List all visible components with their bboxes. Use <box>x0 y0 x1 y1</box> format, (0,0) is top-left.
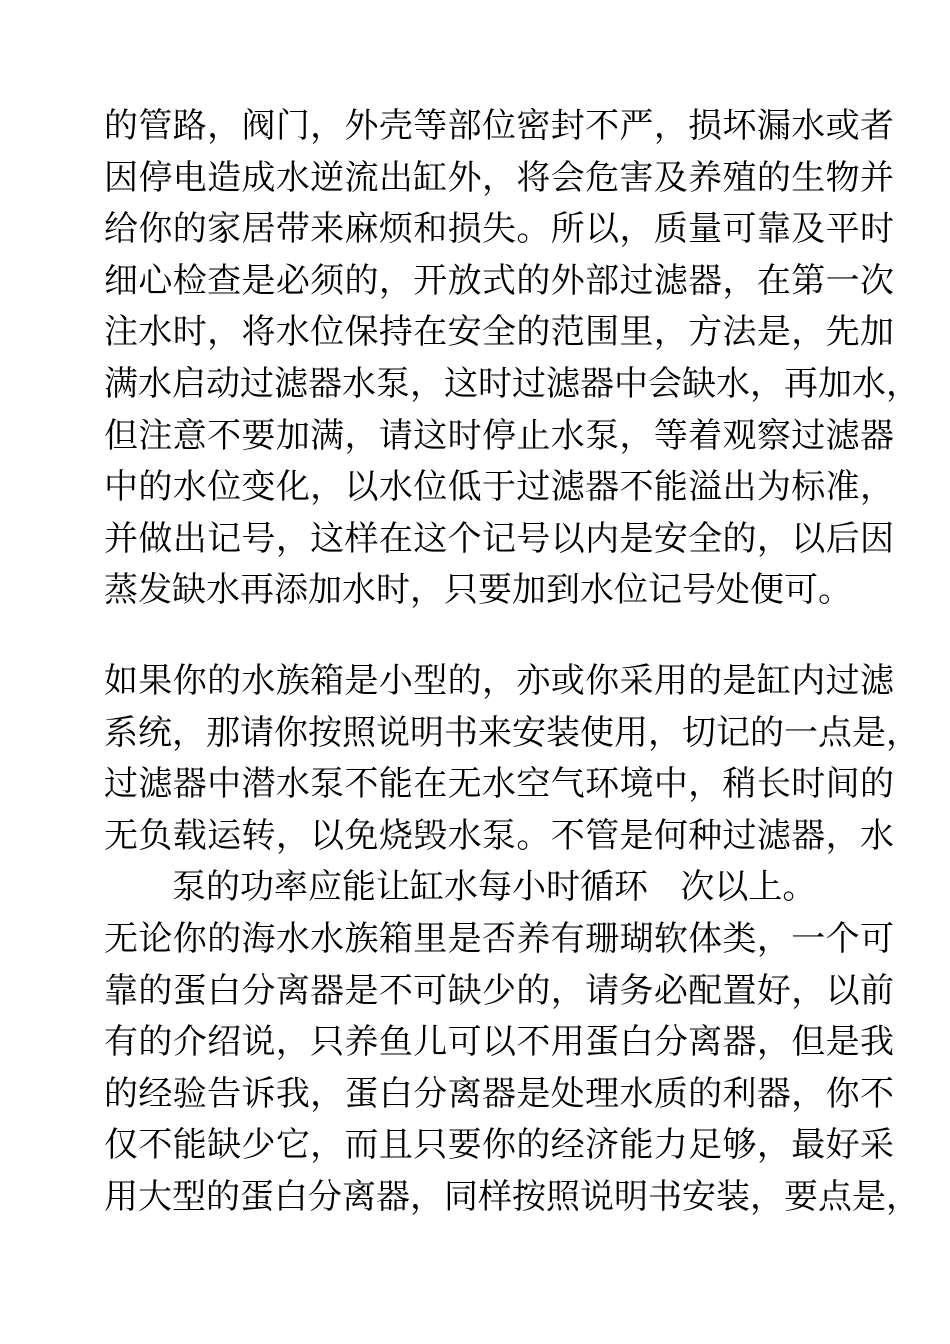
paragraph-small-tank-and-skimmer <box>104 656 920 1224</box>
text-line: 中的水位变化，以水位低于过滤器不能溢出为标准， <box>104 467 894 508</box>
text-line: 仅不能缺少它，而且只要你的经济能力足够，最好采 <box>104 1125 894 1166</box>
text-line: 细心检查是必须的，开放式的外部过滤器，在第一次 <box>104 260 894 301</box>
text-line: 靠的蛋白分离器是不可缺少的，请务必配置好，以前 <box>104 970 894 1011</box>
text-line: 因停电造成水逆流出缸外，将会危害及养殖的生物并 <box>104 157 894 198</box>
text-line: 的管路，阀门，外壳等部位密封不严，损坏漏水或者 <box>104 106 894 146</box>
text-line: 但注意不要加满，请这时停止水泵，等着观察过滤器 <box>104 415 894 456</box>
text-line: 的经验告诉我，蛋白分离器是处理水质的利器，你不 <box>104 1073 894 1114</box>
text-line: 注水时，将水位保持在安全的范围里，方法是，先加 <box>104 312 894 353</box>
text-line: 蒸发缺水再添加水时，只要加到水位记号处便可。 <box>104 570 852 611</box>
paragraph-filter-water-level <box>104 101 920 617</box>
text-line: 无论你的海水水族箱里是否养有珊瑚软体类，一个可 <box>104 918 894 959</box>
text-line: 过滤器中潜水泵不能在无水空气环境中，稍长时间的 <box>104 764 894 805</box>
text-line: 泵的功率应能让缸水每小时循环 次以上。 <box>172 867 817 908</box>
text-line: 满水启动过滤器水泵，这时过滤器中会缺水，再加水， <box>104 363 920 404</box>
text-line: 如果你的水族箱是小型的，亦或你采用的是缸内过滤 <box>104 661 894 701</box>
text-line: 有的介绍说，只养鱼儿可以不用蛋白分离器，但是我 <box>104 1022 894 1063</box>
text-line: 用大型的蛋白分离器，同样按照说明书安装，要点是， <box>104 1176 920 1217</box>
text-line: 并做出记号，这样在这个记号以内是安全的，以后因 <box>104 518 894 559</box>
text-line: 无负载运转，以免烧毁水泵。不管是何种过滤器，水 <box>104 815 894 856</box>
text-line: 系统，那请你按照说明书来安装使用，切记的一点是， <box>104 712 920 753</box>
text-line: 给你的家居带来麻烦和损失。所以，质量可靠及平时 <box>104 209 894 250</box>
